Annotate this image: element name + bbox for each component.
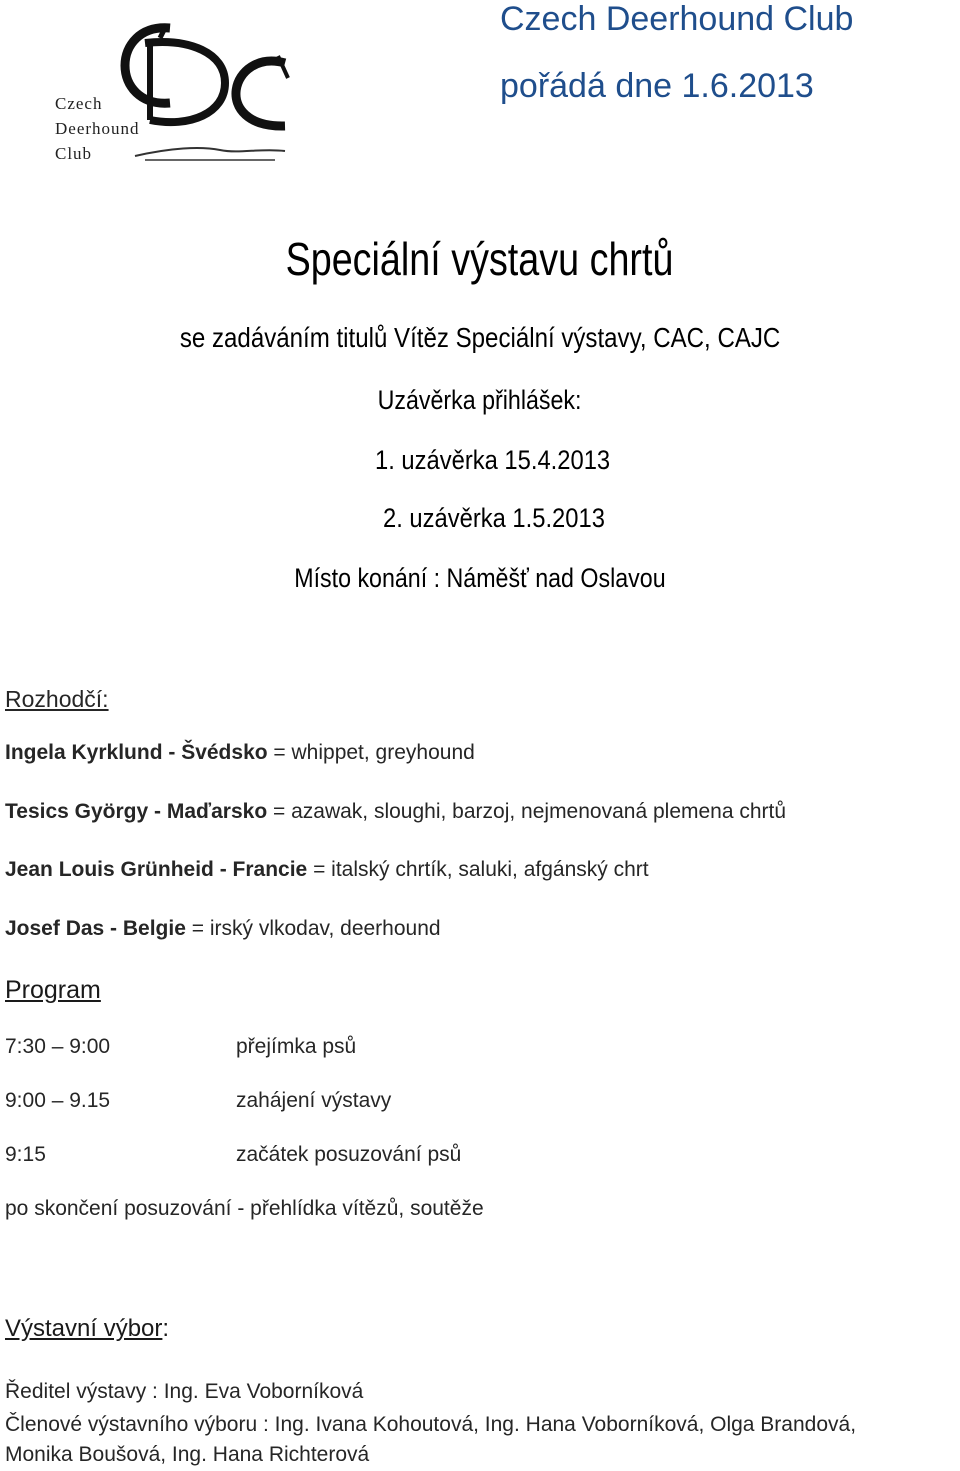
venue-text: Místo konání : Náměšť nad Oslavou: [294, 563, 666, 593]
program-heading: Program: [5, 976, 101, 1004]
cdc-monogram-icon: [50, 8, 300, 168]
judge-breeds: = italský chrtík, saluki, afgánský chrt: [307, 858, 649, 881]
deadline-item-2: [383, 503, 635, 534]
committee-heading-text: Výstavní výbor: [5, 1315, 163, 1342]
committee-heading-suffix: :: [162, 1315, 170, 1342]
judge-row: [5, 858, 649, 882]
logo-line3: Club: [55, 144, 93, 163]
deadline-item-2-text: 2. uzávěrka 1.5.2013: [383, 503, 605, 533]
program-desc: přejímka psů: [236, 1035, 357, 1058]
committee-members-line2: Monika Boušová, Ing. Hana Richterová: [5, 1443, 370, 1466]
committee-director: Ředitel výstavy : Ing. Eva Voborníková: [5, 1380, 364, 1403]
program-footer: po skončení posuzování - přehlídka vítězů, soutěže: [5, 1197, 484, 1220]
logo-line2: Deerhound: [55, 119, 140, 138]
club-logo: [50, 8, 300, 168]
judge-row: [5, 741, 475, 765]
judge-row: [5, 800, 786, 824]
subtitle-text: se zadáváním titulů Vítěz Speciální výstavy, CAC, CAJC: [179, 322, 781, 353]
judge-row: [5, 917, 441, 941]
judges-heading: Rozhodčí:: [5, 686, 109, 712]
committee-heading: [5, 1315, 169, 1343]
program-desc: začátek posuzování psů: [236, 1143, 462, 1166]
program-time: 7:30 – 9:00: [5, 1035, 111, 1058]
subtitle: [0, 322, 960, 354]
deadline-heading-text: Uzávěrka přihlášek:: [378, 385, 582, 415]
program-desc: zahájení výstavy: [236, 1089, 392, 1112]
judge-name: Tesics György - Maďarsko: [5, 800, 268, 823]
judge-breeds: = azawak, sloughi, barzoj, nejmenovaná plemena chrtů: [267, 800, 787, 823]
page-title: [0, 232, 960, 286]
judge-name: Ingela Kyrklund - Švédsko: [5, 741, 268, 764]
program-time: 9:00 – 9.15: [5, 1089, 111, 1112]
logo-line1: Czech: [55, 94, 103, 113]
club-name: Czech Deerhound Club: [500, 0, 854, 38]
judge-name: Josef Das - Belgie: [5, 917, 186, 940]
judge-breeds: = whippet, greyhound: [267, 741, 475, 764]
venue: [0, 563, 960, 594]
date-line: pořádá dne 1.6.2013: [500, 67, 814, 105]
deadline-item-1: [375, 445, 642, 476]
deadline-item-1-text: 1. uzávěrka 15.4.2013: [375, 445, 611, 475]
page-title-text: Speciální výstavu chrtů: [286, 233, 674, 285]
deadline-heading: [0, 385, 960, 416]
program-time: 9:15: [5, 1143, 46, 1166]
committee-members-line1: Členové výstavního výboru : Ing. Ivana Kohoutová, Ing. Hana Voborníková, Olga Brandová,: [5, 1413, 857, 1436]
judge-name: Jean Louis Grünheid - Francie: [5, 858, 308, 881]
judge-breeds: = irský vlkodav, deerhound: [185, 917, 441, 940]
